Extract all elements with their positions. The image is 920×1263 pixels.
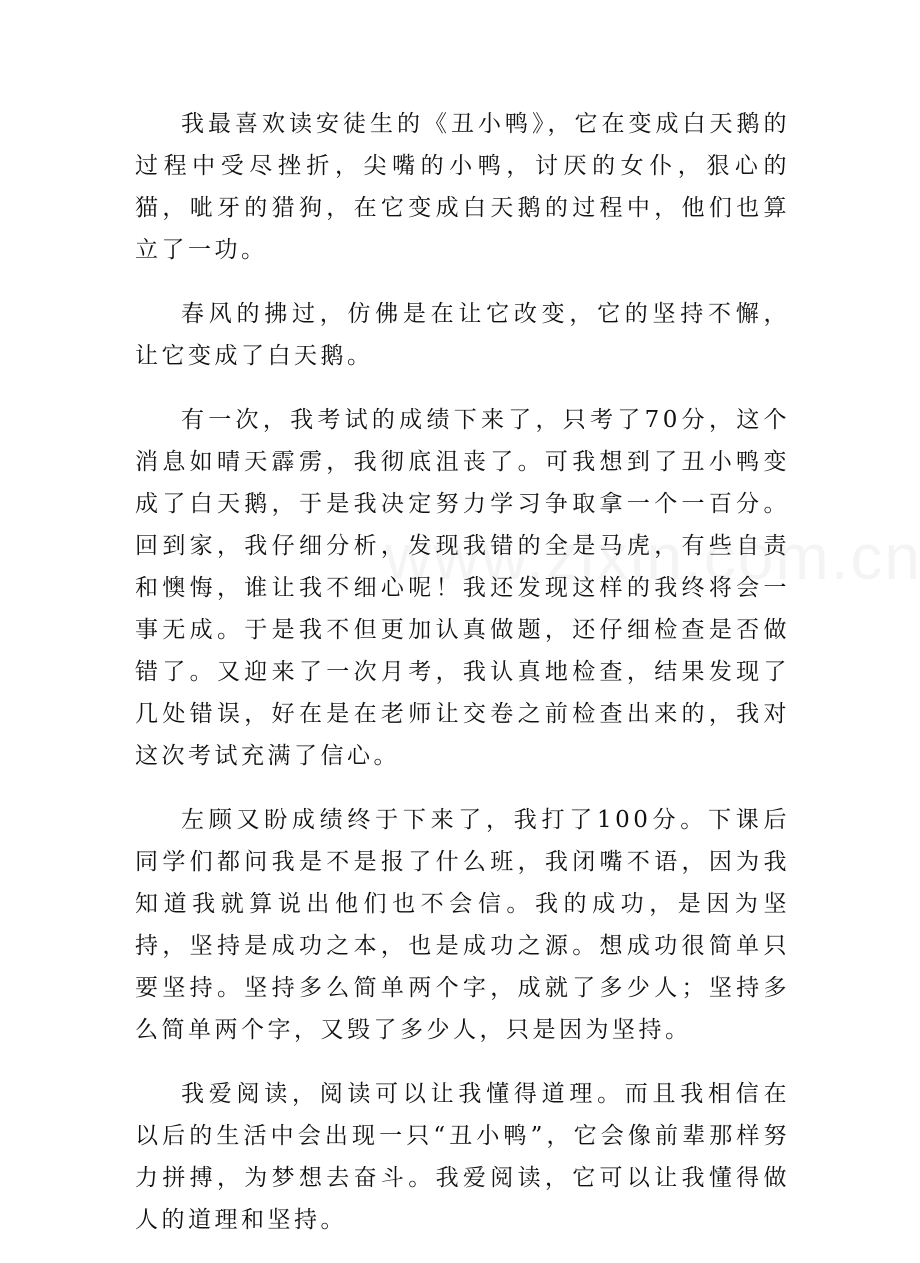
paragraph-1: 我最喜欢读安徒生的《丑小鸭》，它在变成白天鹅的过程中受尽挫折，尖嘴的小鸭，讨厌的女仆，狠心的猫，呲牙的猎狗，在它变成白天鹅的过程中，他们也算立了一功。 [135, 111, 790, 263]
paragraph-2: 春风的拂过，仿佛是在让它改变，它的坚持不懈，让它变成了白天鹅。 [135, 301, 790, 369]
paragraph-3: 有一次，我考试的成绩下来了，只考了70分，这个消息如晴天霹雳，我彻底沮丧了。可我想到了丑小鸭变成了白天鹅，于是我决定努力学习争取拿一个一百分。回到家，我仔细分析，发现我错的全是马虎，有些自责和懊悔，谁让我不细心呢！我还发现这样的我终将会一事无成。于是我不但更加认真做题，还仔细检查是否做错了。又迎来了一次月考，我认真地检查，结果发现了几处错误，好在是在老师让交卷之前检查出来的，我对这次考试充满了信心。 [135, 407, 790, 769]
paragraph-5: 我爱阅读，阅读可以让我懂得道理。而且我相信在以后的生活中会出现一只“丑小鸭”，它会像前辈那样努力拼搏，为梦想去奋斗。我爱阅读，它可以让我懂得做人的道理和坚持。 [135, 1081, 790, 1233]
document-body [135, 103, 790, 1263]
paragraph-4: 左顾又盼成绩终于下来了，我打了100分。下课后同学们都问我是不是报了什么班，我闭嘴不语，因为我知道我就算说出他们也不会信。我的成功，是因为坚持，坚持是成功之本，也是成功之源。想成功很简单只要坚持。坚持多么简单两个字，成就了多少人；坚持多么简单两个字，又毁了多少人，只是因为坚持。 [135, 807, 790, 1043]
